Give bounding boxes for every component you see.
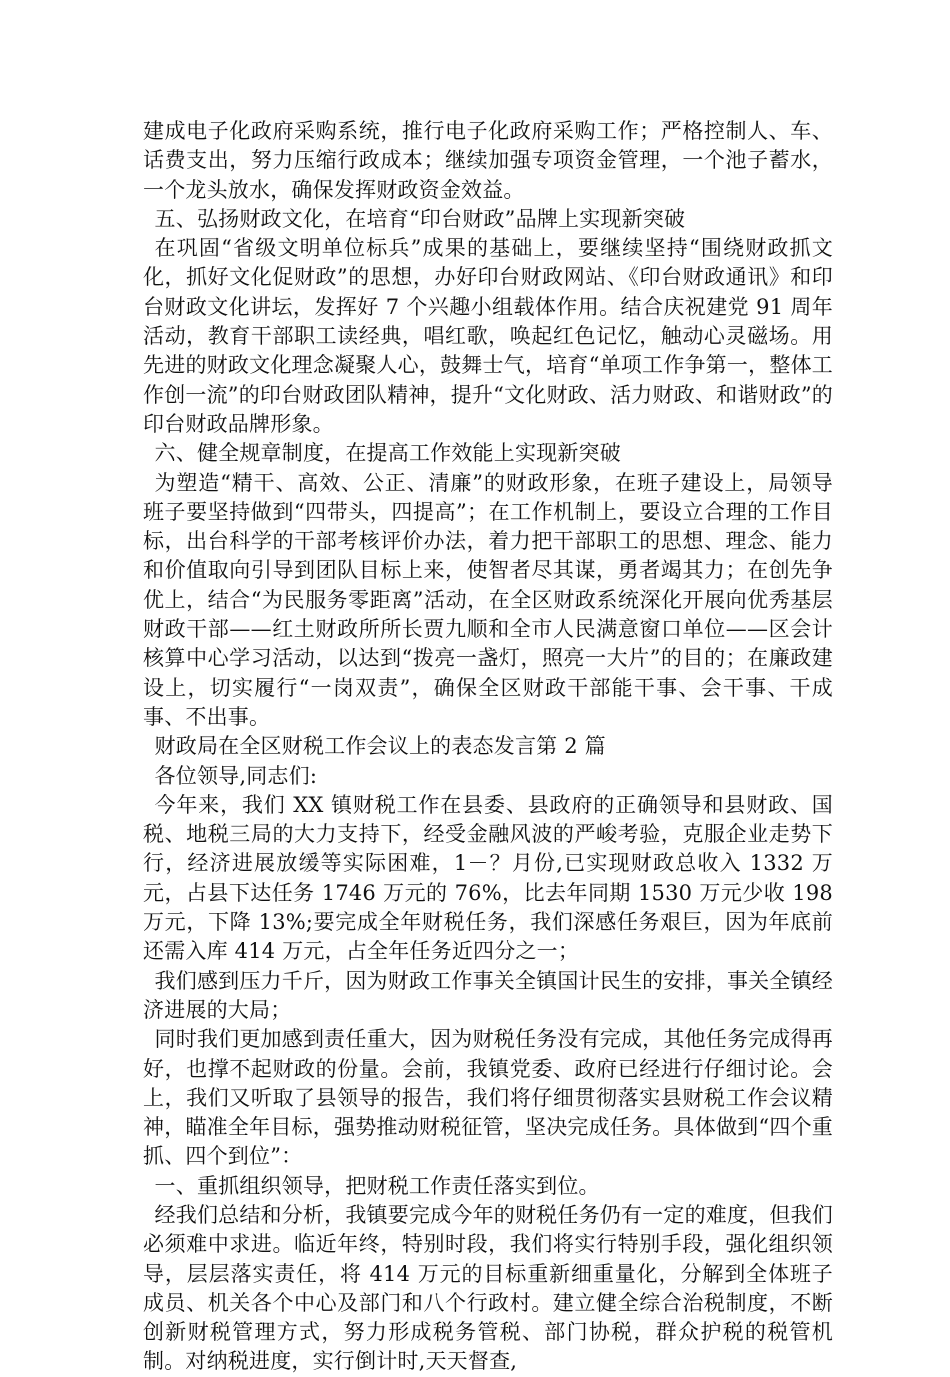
point-heading-1: 一、重抓组织领导，把财税工作责任落实到位。 [154, 1173, 600, 1198]
salutation: 各位领导,同志们: [154, 763, 318, 788]
paragraph-culture: 在巩固“省级文明单位标兵”成果的基础上，要继续坚持“围绕财政抓文化，抓好文化促财政”的思想，办好印台财政网站、《印台财政通讯》和印台财政文化讲坛，发挥好 7 个兴趣小组载体作用。结合庆祝建党 91 周年活动，教育干部职工读经典，唱红歌，唤起红色记忆，触动心灵磁场。用先进的财政文化理念凝聚人心，鼓舞士气，培育“单项工作争第一，整体工作创一流”的印台财政团队精神，提升“文化财政、活力财政、和谐财政”的印台财政品牌形象。 [143, 236, 834, 436]
section-heading-5: 五、弘扬财政文化，在培育“印台财政”品牌上实现新突破 [154, 206, 686, 231]
paragraph-continued: 建成电子化政府采购系统，推行电子化政府采购工作；严格控制人、车、话费支出，努力压缩行政成本；继续加强专项资金管理，一个池子蓄水，一个龙头放水，确保发挥财政资金效益。 [143, 119, 833, 202]
paragraph-overview: 今年来，我们 XX 镇财税工作在县委、县政府的正确领导和县财政、国税、地税三局的大力支持下，经受金融风波的严峻考验，克服企业走势下行，经济进展放缓等实际困难，1－？月份,已实现财政总收入 1332 万元，占县下达任务 1746 万元的 76%，比去年同期 1530 万元少收 198 万元，下降 13%;要完成全年财税任务，我们深感任务艰巨，因为年底前还需入库 414 万元，占全年任务近四分之一； [143, 792, 833, 964]
document-body [143, 117, 833, 1377]
article-title-2: 财政局在全区财税工作会议上的表态发言第 2 篇 [154, 734, 606, 759]
paragraph-organization: 经我们总结和分析，我镇要完成今年的财税任务仍有一定的难度，但我们必须难中求进。临近年终，特别时段，我们将实行特别手段，强化组织领导，层层落实责任，将 414 万元的目标重新细重量化，分解到全体班子成员、机关各个中心及部门和八个行政村。建立健全综合治税制度，不断创新财税管理方式，努力形成税务管税、部门协税，群众护税的税管机制。对纳税进度，实行倒计时,天天督查, [143, 1202, 833, 1374]
paragraph-pressure: 我们感到压力千斤，因为财政工作事关全镇国计民生的安排，事关全镇经济进展的大局； [143, 968, 833, 1022]
paragraph-rules: 为塑造“精干、高效、公正、清廉”的财政形象，在班子建设上，局领导班子要坚持做到“四带头，四提高”；在工作机制上，要设立合理的工作目标，出台科学的干部考核评价办法，着力把干部职工的思想、理念、能力和价值取向引导到团队目标上来，使智者尽其谋，勇者竭其力；在创先争优上，结合“为民服务零距离”活动，在全区财政系统深化开展向优秀基层财政干部——红土财政所所长贾九顺和全市人民满意窗口单位——区会计核算中心学习活动，以达到“拨亮一盏灯，照亮一大片”的目的；在廉政建设上，切实履行“一岗双责”，确保全区财政干部能干事、会干事、干成事、不出事。 [143, 470, 833, 729]
section-heading-6: 六、健全规章制度，在提高工作效能上实现新突破 [154, 441, 621, 466]
paragraph-responsibility: 同时我们更加感到责任重大，因为财税任务没有完成，其他任务完成得再好，也撑不起财政的份量。会前，我镇党委、政府已经进行仔细讨论。会上，我们又听取了县领导的报告，我们将仔细贯彻落实县财税工作会议精神，瞄准全年目标，强势推动财税征管，坚决完成任务。具体做到“四个重抓、四个到位”： [143, 1027, 833, 1169]
